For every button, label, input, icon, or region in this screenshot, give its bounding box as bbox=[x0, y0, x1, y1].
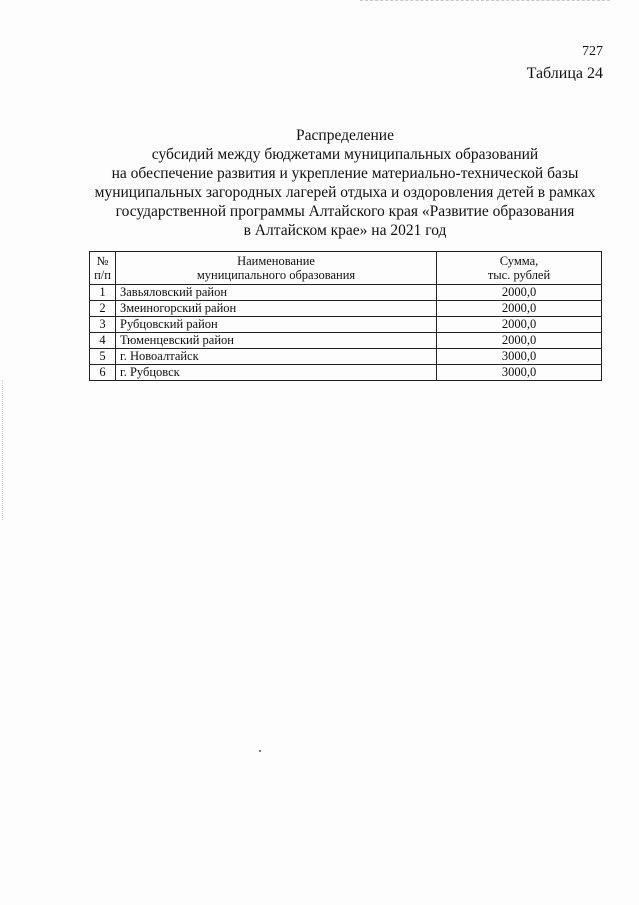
row-sum: 2000,0 bbox=[437, 285, 602, 301]
table-row bbox=[90, 301, 602, 317]
header-number-line1: № bbox=[96, 254, 109, 268]
table-row bbox=[90, 333, 602, 349]
title-line: муниципальных загородных лагерей отдыха и оздоровления детей в рамках bbox=[94, 184, 596, 201]
title-line: Распределение bbox=[296, 127, 394, 144]
row-name: г. Новоалтайск bbox=[116, 349, 437, 365]
row-name: Змеиногорский район bbox=[116, 301, 437, 317]
row-sum: 2000,0 bbox=[437, 301, 602, 317]
header-sum bbox=[437, 252, 602, 285]
row-sum: 3000,0 bbox=[437, 365, 602, 381]
header-sum-line2: тыс. рублей bbox=[487, 268, 551, 282]
row-sum: 2000,0 bbox=[437, 317, 602, 333]
row-number: 1 bbox=[90, 285, 116, 301]
row-sum: 3000,0 bbox=[437, 349, 602, 365]
header-sum-line1: Сумма, bbox=[499, 254, 539, 268]
title-line: в Алтайском крае» на 2021 год bbox=[243, 222, 447, 239]
header-name-line1: Наименование bbox=[237, 254, 315, 268]
header-name-line2: муниципального образования bbox=[196, 268, 356, 282]
table-row bbox=[90, 285, 602, 301]
table-row bbox=[90, 317, 602, 333]
row-name: Завьяловский район bbox=[116, 285, 437, 301]
header-number-line2: п/п bbox=[94, 268, 111, 282]
table-header-row bbox=[90, 252, 602, 285]
row-number: 3 bbox=[90, 317, 116, 333]
scan-edge-top bbox=[360, 0, 610, 3]
table-row bbox=[90, 365, 602, 381]
row-name: Тюменцевский район bbox=[116, 333, 437, 349]
scan-edge-left bbox=[2, 380, 4, 520]
row-number: 2 bbox=[90, 301, 116, 317]
document-title bbox=[80, 126, 610, 240]
row-number: 5 bbox=[90, 349, 116, 365]
row-sum: 2000,0 bbox=[437, 333, 602, 349]
title-line: на обеспечение развития и укрепление материально-технической базы bbox=[111, 165, 579, 182]
row-name: г. Рубцовск bbox=[116, 365, 437, 381]
title-line: государственной программы Алтайского края «Развитие образования bbox=[115, 203, 575, 220]
header-number bbox=[90, 252, 116, 285]
title-line: субсидий между бюджетами муниципальных образований bbox=[151, 146, 539, 163]
table-label: Таблица 24 bbox=[526, 65, 603, 82]
row-number: 6 bbox=[90, 365, 116, 381]
scan-speck bbox=[259, 750, 261, 752]
row-number: 4 bbox=[90, 333, 116, 349]
table-row bbox=[90, 349, 602, 365]
subsidy-table bbox=[89, 251, 602, 381]
header-name bbox=[116, 252, 437, 285]
row-name: Рубцовский район bbox=[116, 317, 437, 333]
page-number: 727 bbox=[582, 44, 603, 59]
